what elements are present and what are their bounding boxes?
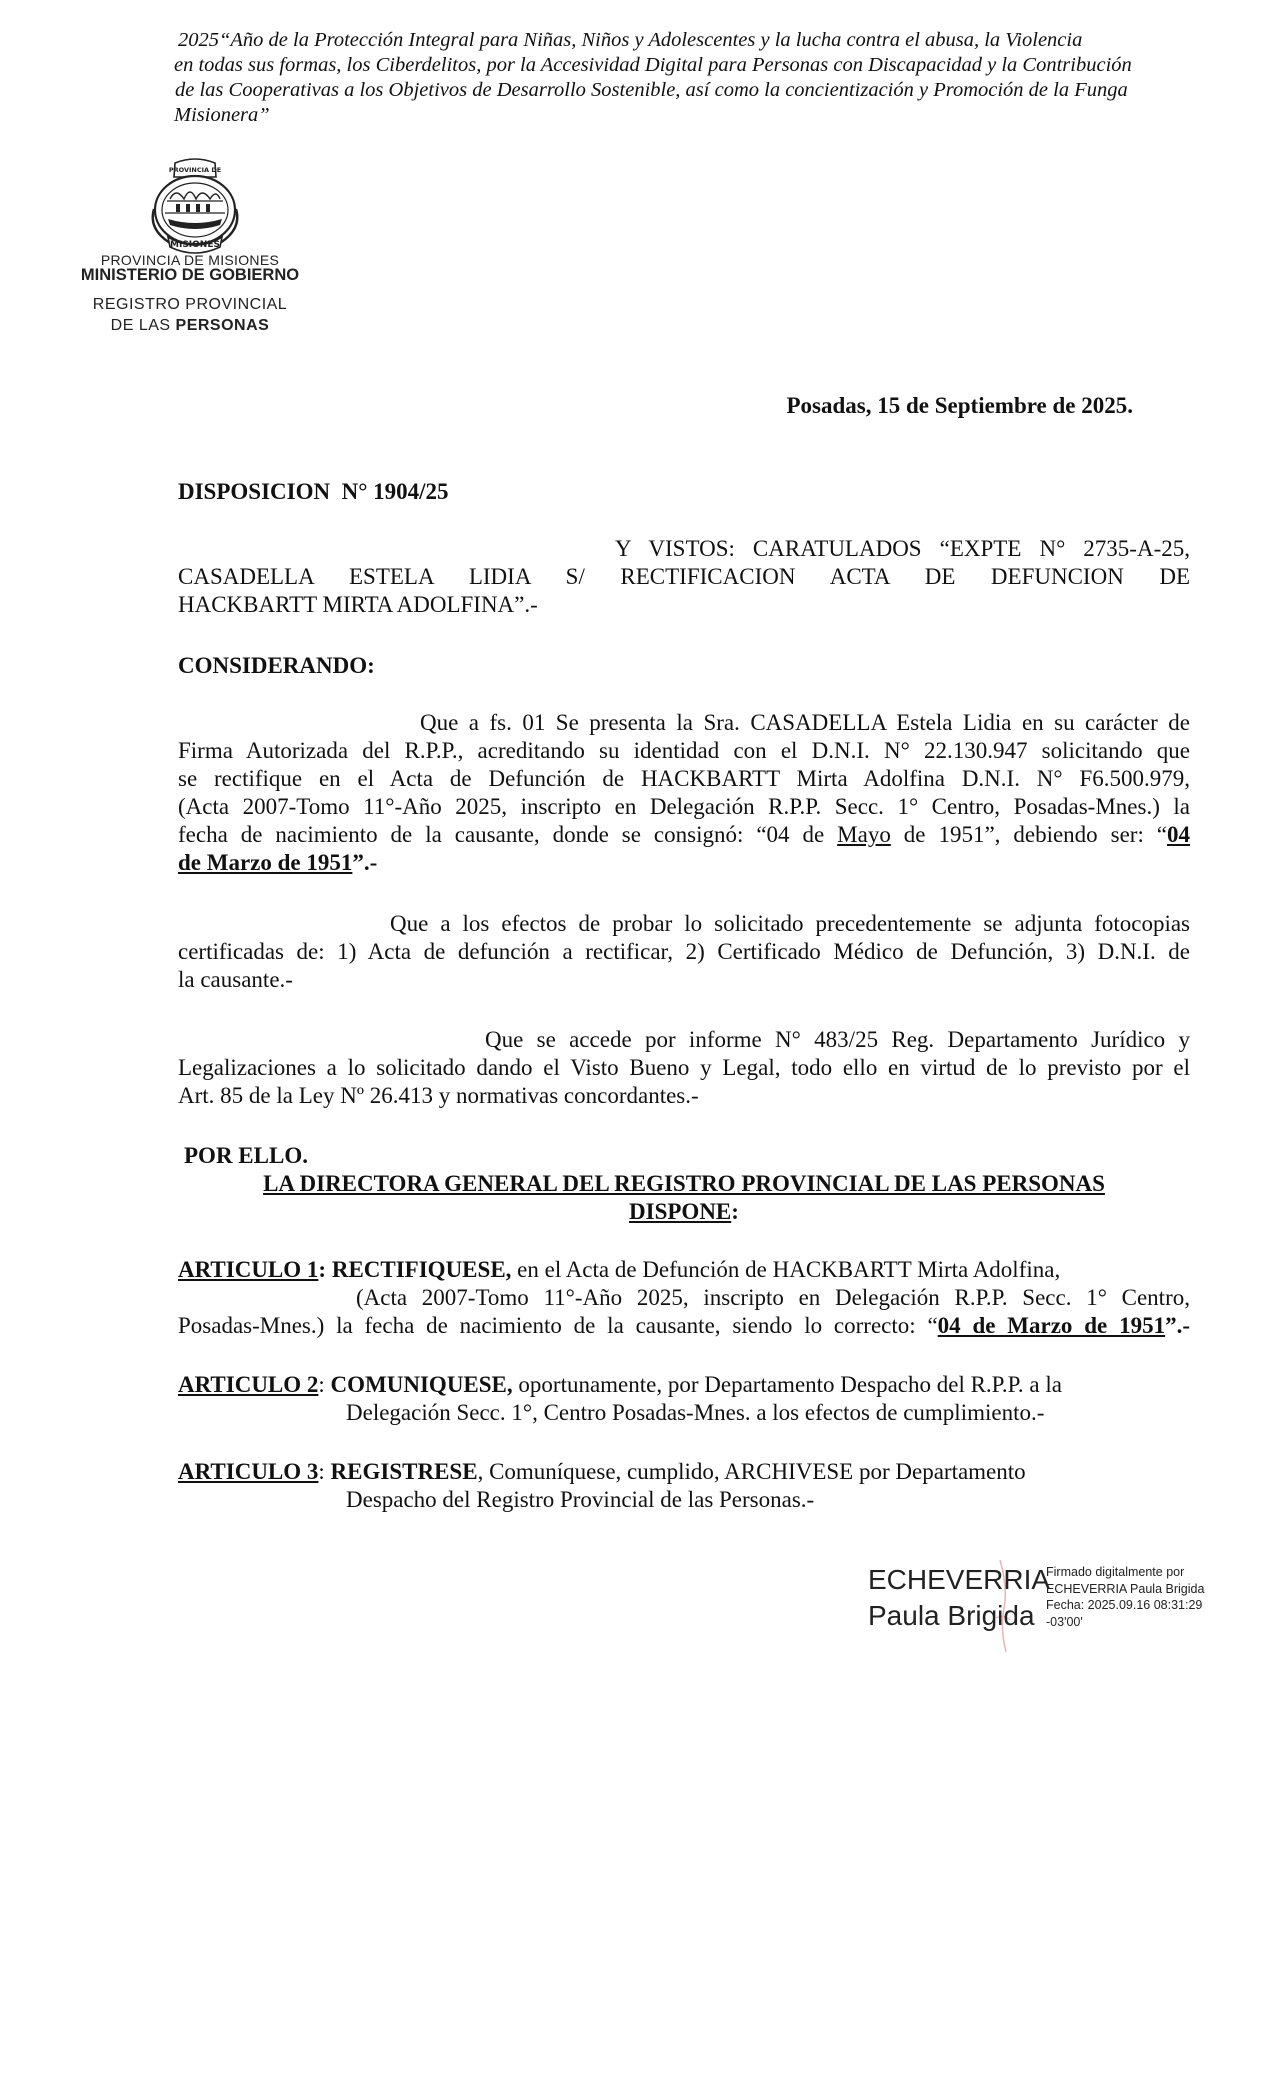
p1-month-wrong: Mayo [837,822,891,847]
p1-line-5 [178,821,1190,849]
org-province: PROVINCIA DE MISIONES [100,252,280,268]
art2-colon: : [318,1372,331,1397]
crest-bottom-text: MISIONES [170,240,220,250]
p2-line-3: la causante.- [178,967,293,992]
considerando-paragraph-2 [178,910,1190,994]
considerando-paragraph-3 [178,1026,1190,1110]
p1-line-6-end: ”.- [352,850,378,875]
p1-line-3: se rectifique en el Acta de Defunción de HACKBARTT Mirta Adolfina D.N.I. N° F6.500.979, [178,766,1190,791]
motto-header [174,28,1178,128]
p1-line-1: Que a fs. 01 Se presenta la Sra. CASADELLA Estela Lidia en su carácter de [420,710,1190,735]
art1-line-3-end: ”.- [1165,1313,1190,1338]
disposition-title: DISPOSICION N° 1904/25 [178,479,449,504]
dispone-colon: : [731,1199,739,1224]
digital-signature [868,1558,1268,1658]
vistos-block [178,535,1190,619]
art3-colon: : [318,1459,331,1484]
p1-line-5-a: fecha de nacimiento de la causante, donde se consignó: “04 de [178,822,838,847]
art3-line-2: Despacho del Registro Provincial de las Personas.- [346,1487,815,1512]
org-registry-de-las: DE LAS [110,317,176,334]
p3-line-1: Que se accede por informe N° 483/25 Reg. Departamento Jurídico y [485,1027,1190,1052]
art3-verb: REGISTRESE [330,1459,478,1484]
vistos-line-3: HACKBARTT MIRTA ADOLFINA”.- [178,592,538,617]
org-ministry: MINISTERIO DE GOBIERNO [80,266,300,284]
signature-metadata [1046,1564,1246,1630]
art2-label: ARTICULO 2 [178,1372,319,1397]
p1-line-6 [178,849,1190,877]
motto-line-3: de las Cooperativas a los Objetivos de Desarrollo Sostenible, así como la concientización y Promoción de la Funga [175,79,1128,101]
art1-line-3-a: Posadas-Mnes.) la fecha de nacimiento de la causante, siendo lo correcto: “ [178,1313,938,1338]
sig-meta-line-3: Fecha: 2025.09.16 08:31:29 [1046,1598,1203,1612]
p1-line-2: Firma Autorizada del R.P.P., acreditando su identidad con el D.N.I. N° 22.130.947 solicitando que [178,738,1190,763]
art1-colon: : [318,1257,332,1282]
p2-line-2: certificadas de: 1) Acta de defunción a rectificar, 2) Certificado Médico de Defunción, 3) D.N.I. de [178,939,1190,964]
art1-line-2: (Acta 2007-Tomo 11°-Año 2025, inscripto en Delegación R.P.P. Secc. 1° Centro, [356,1285,1190,1310]
art1-line-1 [178,1256,1190,1284]
vistos-line-2: CASADELLA ESTELA LIDIA S/ RECTIFICACION ACTA DE DEFUNCION DE [178,564,1190,589]
art1-line-1-rest: en el Acta de Defunción de HACKBARTT Mirta Adolfina, [511,1257,1061,1282]
date-line: Posadas, 15 de Septiembre de 2025. [786,393,1133,418]
motto-line-4: Misionera” [174,104,270,126]
art3-line-1 [178,1458,1190,1486]
art3-label: ARTICULO 3 [178,1459,319,1484]
p2-line-1: Que a los efectos de probar lo solicitado precedentemente se adjunta fotocopias [390,911,1190,936]
articulo-1 [178,1256,1190,1340]
org-registry: REGISTRO PROVINCIAL [92,296,288,313]
considerando-paragraph-1 [178,709,1190,877]
art1-verb: RECTIFIQUESE, [331,1257,512,1282]
provincial-crest-logo [140,155,250,255]
sig-meta-line-2: ECHEVERRIA Paula Brigida [1046,1581,1205,1596]
art2-line-1 [178,1371,1190,1399]
dispone-word: DISPONE [629,1199,732,1224]
articulo-2 [178,1371,1190,1427]
motto-line-2: en todas sus formas, los Ciberdelitos, por la Accesividad Digital para Personas con Discapacidad y la Contribución [174,54,1132,76]
art1-date-correct: 04 de Marzo de 1951 [937,1313,1166,1338]
sig-meta-line-1: Firmado digitalmente por [1046,1565,1185,1579]
p3-line-2: Legalizaciones a lo solicitado dando el Visto Bueno y Legal, todo ello en virtud de lo previsto por el [178,1055,1190,1080]
motto-line-1: 2025“Año de la Protección Integral para Niñas, Niños y Adolescentes y la lucha contra el abusa, la Violencia [178,29,1083,51]
art2-line-1-rest: oportunamente, por Departamento Despacho del R.P.P. a la [512,1372,1062,1397]
art2-line-2: Delegación Secc. 1°, Centro Posadas-Mnes. a los efectos de cumplimiento.- [346,1400,1045,1425]
considerando-heading: CONSIDERANDO: [178,653,375,678]
signer-name [868,1562,1050,1634]
vistos-line-1: Y VISTOS: CARATULADOS “EXPTE N° 2735-A-25, [615,536,1190,561]
signer-surname: ECHEVERRIA [868,1564,1051,1595]
org-registry-persons [70,317,310,335]
p1-day-correct: 04 [1167,822,1190,847]
dispone-line [178,1198,1190,1226]
p1-date-correct: de Marzo de 1951 [178,850,353,875]
directora-line: LA DIRECTORA GENERAL DEL REGISTRO PROVINCIAL DE LAS PERSONAS [263,1171,1105,1196]
crest-top-text: PROVINCIA DE [168,166,222,174]
art2-verb: COMUNIQUESE, [330,1372,513,1397]
p1-line-5-b: de 1951”, debiendo ser: “ [890,822,1167,847]
art1-line-3 [178,1312,1190,1340]
por-ello: POR ELLO. [184,1143,308,1168]
org-registry-personas: PERSONAS [175,317,270,334]
art3-line-1-rest: , Comuníquese, cumplido, ARCHIVESE por Departamento [477,1459,1026,1484]
p3-line-3: Art. 85 de la Ley Nº 26.413 y normativas concordantes.- [178,1083,699,1108]
articulo-3 [178,1458,1190,1514]
art1-label: ARTICULO 1 [178,1257,319,1282]
sig-meta-line-4: -03'00' [1046,1614,1083,1629]
p1-line-4: (Acta 2007-Tomo 11°-Año 2025, inscripto en Delegación R.P.P. Secc. 1° Centro, Posadas-Mnes.) la [178,794,1190,819]
signer-given-names: Paula Brigida [868,1600,1035,1631]
